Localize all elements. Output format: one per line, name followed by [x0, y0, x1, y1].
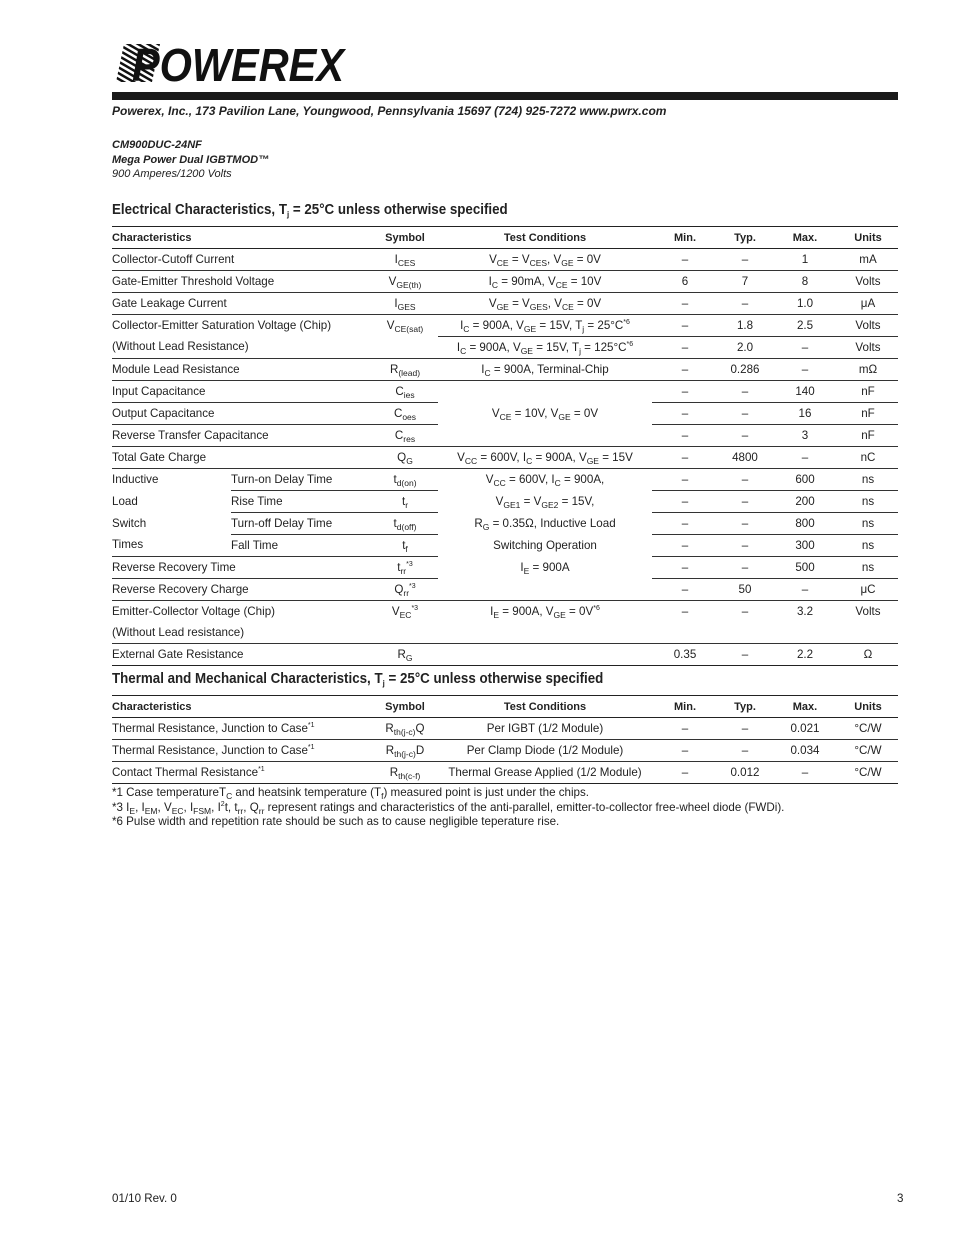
footnote-6: *6 Pulse width and repetition rate should be such as to cause negligible teperature rise.: [112, 815, 560, 828]
table-row: Input Capacitance $C_{ies}$ $V_{CE} = 10V$, $V_{GE} = 0V$ – – 140 nF: [112, 381, 898, 403]
col-header-characteristics: Characteristics: [112, 696, 372, 718]
table-row: Gate-Emitter Threshold Voltage $V_{GE(th)}$ $I_C = 90mA$, $V_{CE} = 10V$ 6 7 8 Volts: [112, 271, 898, 293]
table-row: Output Capacitance $C_{oes}$ – – 16 nF: [112, 403, 898, 425]
table-row: Collector-Emitter Saturation Voltage (Chip) $V_{CE(sat)}$ $I_C = 900A$, $V_{GE} = 15V$, $T_j = 25^\circ C^{*6}$ – 1.8 2.5 Volts: [112, 315, 898, 337]
footnote-3: *3 $I_E$, $I_{EM}$, $V_{EC}$, $I_{FSM}$, $I^2t$, $t_{rr}$, $Q_{rr}$ represent ratings and characteristics of the anti-parallel, emitter-to-collector free-wheel diode (FWDi).: [112, 800, 785, 816]
table-row: Times Fall Time $t_f$ Switching Operation – – 300 ns: [112, 535, 898, 557]
col-header-symbol: Symbol: [372, 227, 438, 249]
col-header-characteristics: Characteristics: [112, 227, 372, 249]
electrical-section-title: Electrical Characteristics, $T_j = 25^\circ C$ unless otherwise specified: [112, 202, 508, 219]
col-header-min: Min.: [652, 227, 718, 249]
table-row: Reverse Transfer Capacitance $C_{res}$ – – 3 nF: [112, 425, 898, 447]
company-address: Powerex, Inc., 173 Pavilion Lane, Youngwood, Pennsylvania 15697 (724) 925-7272 www.pwrx.com: [112, 104, 667, 118]
table-row: Gate Leakage Current $I_{GES}$ $V_{GE} = V_{GES}$, $V_{CE} = 0V$ – – 1.0 μA: [112, 293, 898, 315]
thermal-characteristics-table: [112, 695, 898, 784]
table-row: Total Gate Charge $Q_G$ $V_{CC} = 600V$, $I_C = 900A$, $V_{GE} = 15V$ – 4800 – nC: [112, 447, 898, 469]
table-row: Load Rise Time $t_r$ $V_{GE1} = V_{GE2} = 15V$, – – 200 ns: [112, 491, 898, 513]
part-number: CM900DUC-24NF: [112, 139, 202, 151]
table-row: Collector-Cutoff Current $I_{CES}$ $V_{CE} = V_{CES}$, $V_{GE} = 0V$ – – 1 mA: [112, 249, 898, 271]
part-rating: 900 Amperes/1200 Volts: [112, 168, 232, 180]
table-row: Module Lead Resistance $R_{(lead)}$ $I_C = 900A$, Terminal-Chip – 0.286 – mΩ: [112, 359, 898, 381]
col-header-units: Units: [838, 696, 898, 718]
col-header-units: Units: [838, 227, 898, 249]
header-rule: [112, 92, 898, 100]
col-header-max: Max.: [772, 696, 838, 718]
table-row: Thermal Resistance, Junction to Case$^{*1}$ $R_{th(j-c)}D$ Per Clamp Diode (1/2 Module) – – 0.034 °C/W: [112, 740, 898, 762]
table-row: Inductive Turn-on Delay Time $t_{d(on)}$ $V_{CC} = 600V$, $I_C = 900A$, – – 600 ns: [112, 469, 898, 491]
table-row: (Without Lead Resistance) $I_C = 900A$, $V_{GE} = 15V$, $T_j = 125^\circ C^{*6}$ – 2.0 – Volts: [112, 337, 898, 359]
svg-text:POWEREX: POWEREX: [132, 42, 346, 86]
footnote-1: *1 Case temperatureT$_C$ and heatsink temperature $(T_f)$ measured point is just under the chips.: [112, 786, 590, 801]
table-row: Switch Turn-off Delay Time $t_{d(off)}$ $R_G = 0.35\Omega$, Inductive Load – – 800 ns: [112, 513, 898, 535]
electrical-characteristics-table: [112, 226, 898, 666]
table-row: Emitter-Collector Voltage (Chip) $V_{EC}^{*3}$ $I_E = 900A$, $V_{GE} = 0V^{*6}$ – – 3.2 Volts: [112, 604, 881, 620]
powerex-logo: [112, 42, 346, 86]
table-row: Reverse Recovery Time $t_{rr}^{*3}$ $I_E = 900A$ – – 500 ns: [112, 557, 898, 579]
col-header-max: Max.: [772, 227, 838, 249]
part-description: Mega Power Dual IGBTMOD™: [112, 154, 270, 166]
col-header-test-conditions: Test Conditions: [438, 227, 652, 249]
revision-label: 01/10 Rev. 0: [112, 1192, 177, 1205]
col-header-symbol: Symbol: [372, 696, 438, 718]
thermal-section-title: Thermal and Mechanical Characteristics, $T_j = 25^\circ C$ unless otherwise specified: [112, 671, 604, 688]
table-row: Thermal Resistance, Junction to Case$^{*1}$ $R_{th(j-c)}Q$ Per IGBT (1/2 Module) – – 0.021 °C/W: [112, 718, 898, 740]
footnotes: [112, 786, 784, 830]
table-row: External Gate Resistance $R_G$ 0.35 – 2.2 Ω: [112, 644, 898, 666]
table-row: (Without Lead resistance): [112, 622, 898, 644]
table-header-row: [112, 227, 898, 249]
table-row: Contact Thermal Resistance$^{*1}$ $R_{th(c-f)}$ Thermal Grease Applied (1/2 Module) – 0.012 – °C/W: [112, 762, 898, 784]
table-row: Reverse Recovery Charge $Q_{rr}^{*3}$ – 50 – μC: [112, 579, 898, 601]
table-header-row: [112, 696, 898, 718]
col-header-min: Min.: [652, 696, 718, 718]
page-number: 3: [897, 1192, 904, 1205]
col-header-typ: Typ.: [718, 696, 772, 718]
col-header-typ: Typ.: [718, 227, 772, 249]
col-header-test-conditions: Test Conditions: [438, 696, 652, 718]
